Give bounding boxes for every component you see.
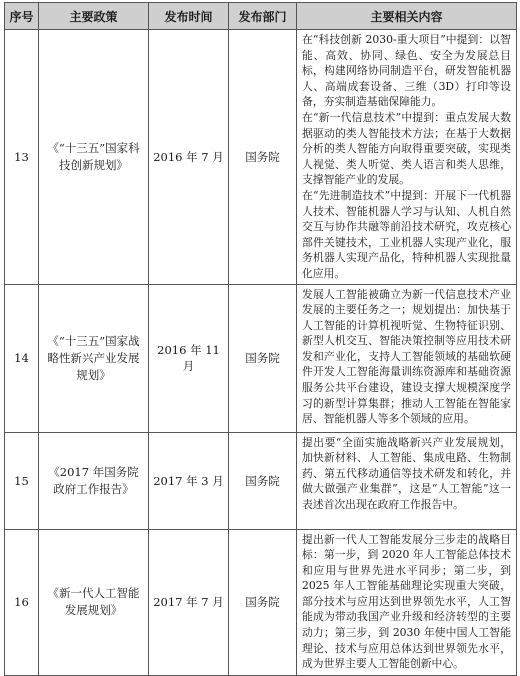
- row-department: 国务院: [229, 432, 297, 529]
- row-content: [297, 30, 517, 285]
- row-index: 16: [5, 529, 39, 675]
- row-department: 国务院: [229, 30, 297, 285]
- row-date: 2017 年 3 月: [149, 432, 229, 529]
- table-row: [5, 432, 517, 529]
- row-index: 15: [5, 432, 39, 529]
- policy-table: [4, 2, 517, 676]
- row-date: 2017 年 7 月: [149, 529, 229, 675]
- row-policy: 《“十三五”国家战略性新兴产业发展规划》: [39, 284, 149, 432]
- header-department: 发布部门: [229, 3, 297, 30]
- header-index: 序号: [5, 3, 39, 30]
- content-paragraph: 在“新一代信息技术”中提到：重点发展大数据驱动的类人智能技术方法；在基于大数据分析的类人智能方向取得重要突破，实现类人视觉、类人听觉、类人语言和类人思维，支撑智能产业的发展。: [302, 110, 511, 187]
- content-paragraph: 发展人工智能被确立为新一代信息技术产业发展的主要任务之一；规划提出：加快基于人工智能的计算机视听觉、生物特征识别、新型人机交互、智能决策控制等应用技术研发和产业化，支持人工智能领域的基础软硬件开发人工智能海量训练资源库和基础资源服务公共平台建设，建设支撑大规模深度学习的新型计算集群；推动人工智能在智能家居、智能机器人等多个领域的应用。: [302, 287, 511, 426]
- table-row: [5, 529, 517, 675]
- row-date: 2016 年 11 月: [149, 284, 229, 432]
- header-date: 发布时间: [149, 3, 229, 30]
- header-policy: 主要政策: [39, 3, 149, 30]
- row-content: [297, 432, 517, 529]
- row-index: 13: [5, 30, 39, 285]
- row-policy: 《2017 年国务院政府工作报告》: [39, 432, 149, 529]
- row-department: 国务院: [229, 529, 297, 675]
- content-paragraph: 提出要“全面实施战略新兴产业发展规划，加快新材料、人工智能、集成电路、生物制药、第五代移动通信等技术研发和转化，并做大做强产业集群”，这是“人工智能”这一表述首次出现在政府工作报告中。: [302, 435, 511, 511]
- content-paragraph: 在“先进制造技术”中提到：开展下一代机器人技术、智能机器人学习与认知、人机自然交互与协作共融等前沿技术研究，攻克核心部件关键技术，工业机器人实现产业化，服务机器人实现产品化，特种机器人实现批量化应用。: [302, 188, 511, 280]
- table-header-row: [5, 3, 517, 30]
- content-paragraph: 提出新一代人工智能发展分三步走的战略目标：第一步，到 2020 年人工智能总体技术和应用与世界先进水平同步；第二步，到 2025 年人工智能基础理论实现重大突破，部分技术与应用达到世界领先水平，人工智能成为带动我国产业升级和经济转型的主要动力；第三步，到 2030 年使中国人工智能理论、技术与应用总体达到世界领先水平，成为世界主要人工智能创新中心。: [302, 532, 511, 671]
- row-department: 国务院: [229, 284, 297, 432]
- row-policy: 《“十三五”国家科技创新规划》: [39, 30, 149, 285]
- row-content: [297, 284, 517, 432]
- table-row: [5, 284, 517, 432]
- row-date: 2016 年 7 月: [149, 30, 229, 285]
- header-content: 主要相关内容: [297, 3, 517, 30]
- row-content: [297, 529, 517, 675]
- row-policy: 《新一代人工智能发展规划》: [39, 529, 149, 675]
- row-index: 14: [5, 284, 39, 432]
- table-row: [5, 30, 517, 285]
- content-paragraph: 在“科技创新 2030-重大项目”中提到：以智能、高效、协同、绿色、安全为发展总目标，构建网络协同制造平台，研发智能机器人、高端成套设备、三维（3D）打印等设备，夯实制造基础保障能力。: [302, 33, 511, 109]
